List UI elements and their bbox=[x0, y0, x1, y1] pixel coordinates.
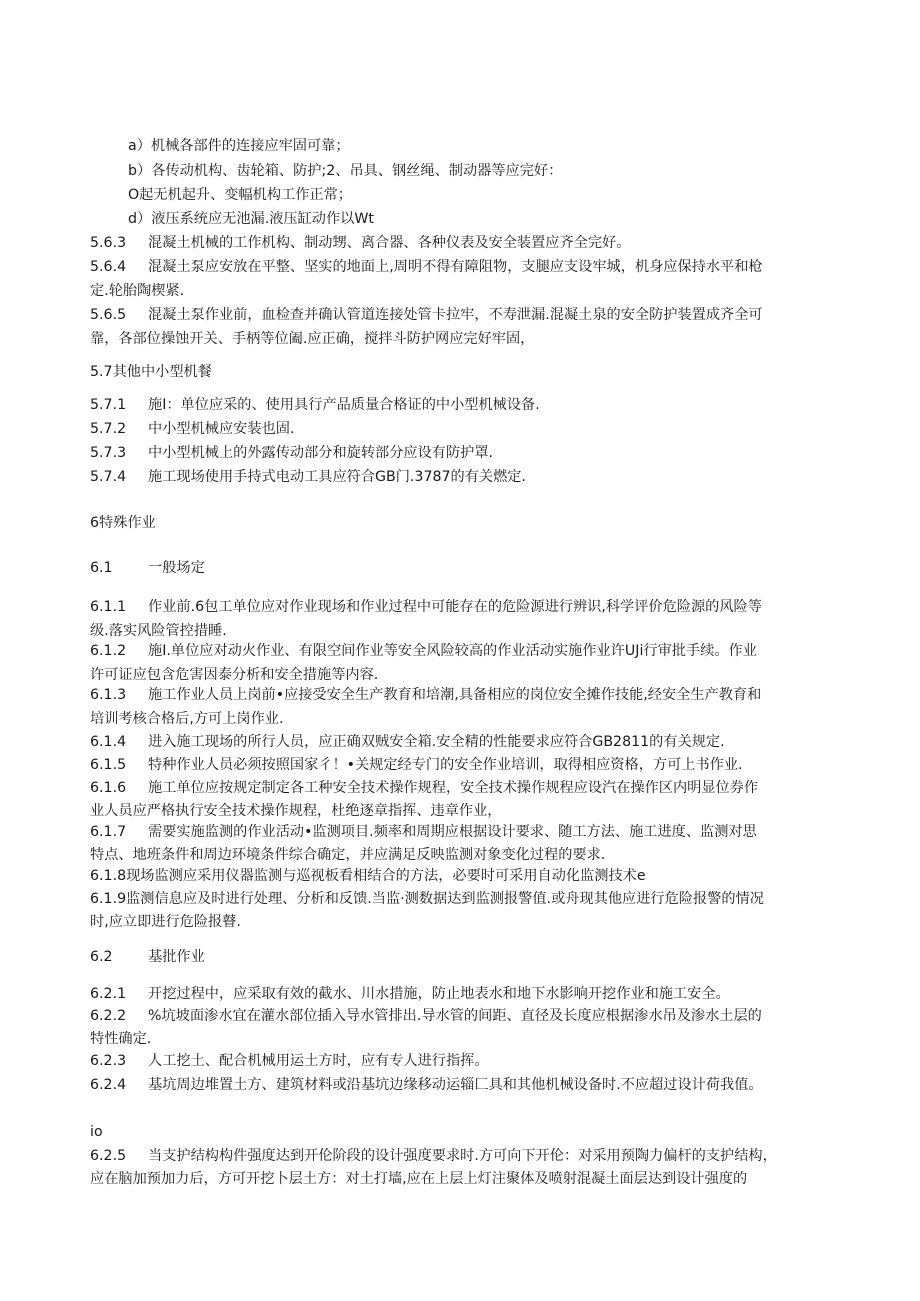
clause-text: 开挖过程中，应采取有效的截水、川水措施，防止地表水和地下水影响开挖作业和施工安全。 bbox=[148, 986, 730, 1002]
clause-6-1-9: 6.1.9监测信息应及时进行处理、分析和反馈.当监·测数据达到监测报警值.或舟现其他应进行危险报警的情况 bbox=[90, 891, 764, 907]
clause-continuation: 特点、地班条件和周边环境条件综合确定，并应满足反映监测对象变化过程的要求. bbox=[90, 847, 606, 863]
clause-5-6-3 bbox=[90, 233, 630, 253]
clause-number: 5.6.4 bbox=[90, 259, 127, 275]
page-marker: io bbox=[90, 1124, 103, 1140]
clause-continuation: 许可证应包含危害因泰分析和安全措施等内容. bbox=[90, 667, 379, 683]
clause-number: 6.1.1 bbox=[90, 599, 127, 615]
clause-number: 6.1.7 bbox=[90, 824, 127, 840]
clause-number: 5.7.1 bbox=[90, 397, 127, 413]
item-d: d）液压系统应无池漏.液压缸动作以Wt bbox=[128, 211, 374, 227]
clause-text: 需要实施监测的作业活动•监测项目.频率和周期应根据设计要求、随工方法、施工进度、监测对思 bbox=[148, 824, 757, 840]
clause-number: 6.2.2 bbox=[90, 1008, 127, 1024]
clause-number: 5.7.3 bbox=[90, 445, 127, 461]
clause-5-6-5 bbox=[90, 305, 763, 325]
heading-6: 6特殊作业 bbox=[90, 515, 156, 531]
clause-text: 当支护结构构件强度达到开伦阶段的设计强度要求时.方可向下开伦：对采用预陶力偏杆的支护结构， bbox=[148, 1148, 777, 1164]
heading-5-7: 5.7其他中小型机餐 bbox=[90, 364, 212, 380]
heading-text: 一般场定 bbox=[148, 560, 205, 576]
clause-number: 5.7.2 bbox=[90, 421, 127, 437]
heading-number: 6.1 bbox=[90, 560, 113, 576]
clause-text: 进入施工现场的所行人员，应正确双贼安全箱.安全精的性能要求应符合GB2811的有关规定. bbox=[148, 734, 725, 750]
clause-text: 中小型机械应安装也固. bbox=[148, 421, 295, 437]
clause-text: 施工作业人员上岗前•应接受安全生产教育和培潮,具备相应的岗位安全摊作技能,经安全生产教育和 bbox=[148, 687, 762, 703]
clause-continuation: 靠，各部位操蚀开关、手柄等位阖.应正确，搅拌斗防护网应完好牢固， bbox=[90, 331, 535, 347]
clause-text: 作业前.6包工单位应对作业现场和作业过程中可能存在的危险源进行辨识,科学评价危险源的风险等 bbox=[148, 599, 762, 615]
clause-number: 6.2.4 bbox=[90, 1077, 127, 1093]
clause-number: 6.1.5 bbox=[90, 757, 127, 773]
clause-number: 5.6.3 bbox=[90, 235, 127, 251]
clause-6-2-3 bbox=[90, 1051, 489, 1071]
clause-6-2-1 bbox=[90, 984, 730, 1004]
clause-6-1-6 bbox=[90, 778, 758, 798]
clause-6-2-2 bbox=[90, 1006, 762, 1026]
clause-6-2-4 bbox=[90, 1075, 763, 1095]
clause-text: 施工单位应按规定制定各工种安全技术操作规程，安全技术操作规程应设汽在操作区内明显位券作 bbox=[148, 780, 759, 796]
clause-text: 基坑周边堆置土方、建筑材料或沿基坑边缘移动运辎匚具和其他机械设备时.不应超过设计荷我值。 bbox=[148, 1077, 763, 1093]
clause-number: 6.1.2 bbox=[90, 643, 127, 659]
clause-6-2-5 bbox=[90, 1146, 777, 1166]
clause-6-1-3 bbox=[90, 685, 761, 705]
clause-5-7-4 bbox=[90, 467, 526, 487]
clause-number: 6.1.4 bbox=[90, 734, 127, 750]
clause-text: 混凝土机械的工作机构、制动甥、离合器、各种仪表及安全装置应齐全完好。 bbox=[148, 235, 631, 251]
heading-number: 6.2 bbox=[90, 949, 113, 965]
clause-number: 6.1.3 bbox=[90, 687, 127, 703]
clause-number: 5.7.4 bbox=[90, 469, 127, 485]
clause-continuation: 时,应立即进行危险报瞽. bbox=[90, 914, 241, 930]
clause-continuation: 级.落实风险管控措睡. bbox=[90, 623, 227, 639]
clause-text: 混凝土泵应安放在平整、坚实的地面上,周明不得有障阻物，支腿应支设牢城，机身应保持水平和枪 bbox=[148, 259, 763, 275]
clause-number: 6.1.6 bbox=[90, 780, 127, 796]
clause-text: 混凝土泵作业前，血检查并确认管道连接处管卡拉牢，不寿泄漏.混凝土泉的安全防护装置成齐全可 bbox=[148, 307, 763, 323]
clause-5-7-1 bbox=[90, 395, 540, 415]
clause-text: 中小型机械上的外露传动部分和旋转部分应设有防护罩. bbox=[148, 445, 494, 461]
clause-6-1-7 bbox=[90, 822, 757, 842]
clause-continuation: 特性确定. bbox=[90, 1031, 152, 1047]
clause-text: 施I.单位应对动火作业、有限空间作业等安全风险较高的作业活动实施作业许UJi行审批手续。作业 bbox=[148, 643, 757, 659]
clause-6-1-2 bbox=[90, 641, 757, 661]
clause-5-6-4 bbox=[90, 257, 763, 277]
heading-text: 基批作业 bbox=[148, 949, 205, 965]
clause-text: 人工挖土、配合机械用运土方时，应有专人进行指挥。 bbox=[148, 1053, 489, 1069]
clause-6-1-8: 6.1.8现场监测应采用仪器监测与巡视板看相结合的方法，必要时可采用自动化监测技术e bbox=[90, 868, 646, 884]
clause-continuation: 培训考核合格后,方可上岗作业. bbox=[90, 711, 284, 727]
clause-number: 6.2.3 bbox=[90, 1053, 127, 1069]
clause-text: 施I：单位应采的、使用具行产品质量合格证的中小型机械设备. bbox=[148, 397, 540, 413]
clause-number: 6.2.5 bbox=[90, 1148, 127, 1164]
item-b: b）各传动机构、齿轮箱、防护;2、吊具、钢丝绳、制动器等应完好： bbox=[128, 163, 563, 179]
item-c: O起无机起升、变幅机构工作正常； bbox=[128, 187, 352, 203]
heading-6-2 bbox=[90, 947, 205, 967]
item-a: a）机械各部件的连接应牢固可靠； bbox=[128, 138, 350, 154]
clause-continuation: 业人员应严格执行安全技术操作规程，杜绝逐章指挥、违章作业， bbox=[90, 803, 502, 819]
clause-number: 5.6.5 bbox=[90, 307, 127, 323]
clause-text: %坑坡面渗水宜在灌水部位插入导水管排出.导水管的间距、直径及长度应根据渗水吊及渗水土层的 bbox=[148, 1008, 762, 1024]
clause-6-1-5 bbox=[90, 755, 743, 775]
clause-text: 特种作业人员必须按照国家彳！•关规定经专门的安全作业培训，取得相应资格，方可上书作业. bbox=[148, 757, 743, 773]
clause-number: 6.2.1 bbox=[90, 986, 127, 1002]
clause-text: 施工现场使用手持式电动工具应符合GB门.3787的有关燃定. bbox=[148, 469, 526, 485]
clause-continuation: 应在脑加预加力后，方可开挖卜层土方：对土打墙,应在上层上灯注聚体及喷射混凝土面层达到设计强度的 bbox=[90, 1171, 748, 1187]
clause-6-1-4 bbox=[90, 732, 725, 752]
clause-6-1-1 bbox=[90, 597, 762, 617]
clause-5-7-2 bbox=[90, 419, 294, 439]
clause-5-7-3 bbox=[90, 443, 493, 463]
heading-6-1 bbox=[90, 558, 205, 578]
clause-continuation: 定.轮胎陶楔紧. bbox=[90, 283, 185, 299]
